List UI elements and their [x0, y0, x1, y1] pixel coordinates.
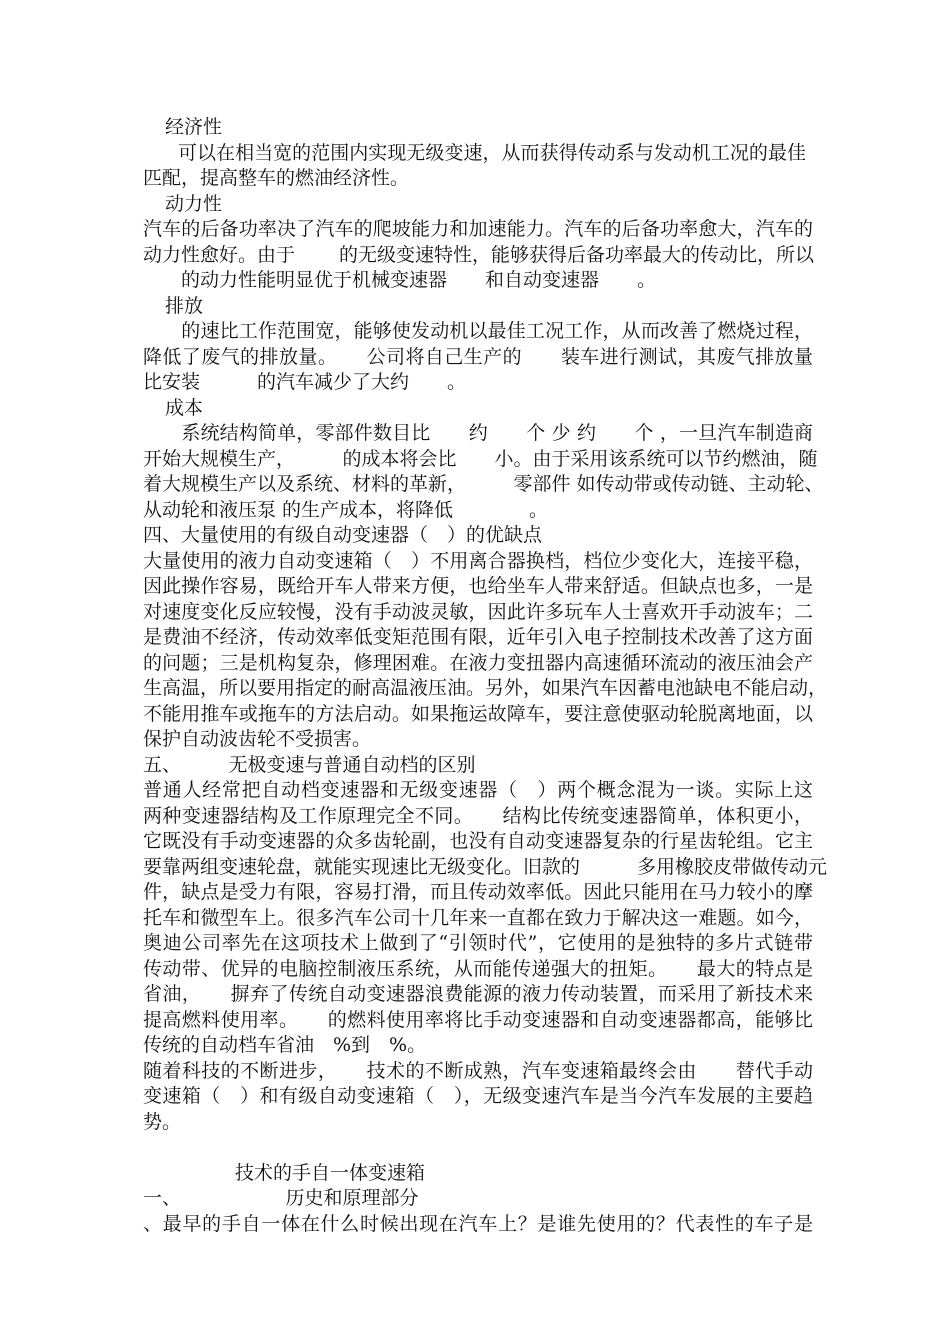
section-heading-1: 一、 历史和原理部分 [143, 1187, 419, 1209]
paragraph-line: 生高温，所以要用指定的耐高温液压油。另外，如果汽车因蓄电池缺电不能启动， [143, 677, 828, 699]
paragraph-line: 要靠两组变速轮盘，就能实现速比无级变化。旧款的 多用橡胶皮带做传动元 [143, 856, 828, 878]
paragraph-line: 、最早的手自一体在什么时候出现在汽车上？是谁先使用的？代表性的车子是 [143, 1213, 813, 1235]
paragraph-line: 大量使用的液力自动变速箱（ ）不用离合器换档，档位少变化大，连接平稳， [143, 550, 813, 572]
paragraph-line: 比安装 的汽车减少了大约 。 [143, 371, 467, 393]
paragraph-line: 匹配，提高整车的燃油经济性。 [143, 167, 410, 189]
paragraph-line: 传统的自动档车省油 %到 %。 [143, 1034, 427, 1056]
section-heading-5: 五、 无极变速与普通自动档的区别 [143, 754, 476, 776]
paragraph-line: 着大规模生产以及系统、材料的革新， 零部件 如传动带或传动链、主动轮、 [143, 473, 824, 495]
chapter-title: 技术的手自一体变速箱 [235, 1162, 426, 1184]
paragraph-line: 可以在相当宽的范围内实现无级变速，从而获得传动系与发动机工况的最佳 [178, 142, 806, 164]
paragraph-line: 的动力性能明显优于机械变速器 和自动变速器 。 [143, 269, 657, 291]
paragraph-line: 对速度变化反应较慢，没有手动波灵敏，因此许多玩车人士喜欢开手动波车；二 [143, 601, 813, 623]
paragraph-line: 开始大规模生产， 的成本将会比 小。由于采用该系统可以节约燃油，随 [143, 448, 818, 470]
paragraph-line: 从动轮和液压泵 的生产成本，将降低 。 [143, 499, 549, 521]
paragraph-line: 它既没有手动变速器的众多齿轮副，也没有自动变速器复杂的行星齿轮组。它主 [143, 830, 813, 852]
section-heading-4: 四、大量使用的有级自动变速器（ ）的优缺点 [143, 524, 543, 546]
paragraph-line: 的问题；三是机构复杂，修理困难。在液力变扭器内高速循环流动的液压油会产 [143, 652, 813, 674]
heading-cost: 成本 [165, 397, 204, 419]
heading-emission: 排放 [165, 295, 204, 317]
paragraph-line: 势。 [143, 1111, 182, 1133]
paragraph-line: 动力性愈好。由于 的无级变速特性，能够获得后备功率最大的传动比，所以 [143, 244, 815, 266]
heading-power: 动力性 [165, 193, 223, 215]
paragraph-line: 汽车的后备功率决了汽车的爬坡能力和加速能力。汽车的后备功率愈大，汽车的 [143, 218, 813, 240]
paragraph-line: 降低了废气的排放量。 公司将自己生产的 装车进行测试，其废气排放量 [143, 346, 813, 368]
paragraph-line: 提高燃料使用率。 的燃料使用率将比手动变速器和自动变速器都高，能够比 [143, 1009, 813, 1031]
paragraph-line: 系统结构简单，零部件数目比 约 个 少 约 个 ，一旦汽车制造商 [143, 422, 813, 444]
paragraph-line: 保护自动波齿轮不受损害。 [143, 728, 372, 750]
paragraph-line: 传动带、优异的电脑控制液压系统，从而能传递强大的扭矩。 最大的特点是 [143, 958, 813, 980]
paragraph-line: 托车和微型车上。很多汽车公司十几年来一直都在致力于解决这一难题。如今， [143, 907, 813, 929]
paragraph-line: 两种变速器结构及工作原理完全不同。 结构比传统变速器简单，体积更小， [143, 805, 813, 827]
paragraph-line: 因此操作容易，既给开车人带来方便，也给坐车人带来舒适。但缺点也多，一是 [143, 575, 813, 597]
paragraph-line: 变速箱（ ）和有级自动变速箱（ ），无级变速汽车是当今汽车发展的主要趋 [143, 1085, 813, 1107]
paragraph-line: 随着科技的不断进步， 技术的不断成熟，汽车变速箱最终会由 替代手动 [143, 1060, 813, 1082]
paragraph-line: 的速比工作范围宽，能够使发动机以最佳工况工作，从而改善了燃烧过程， [143, 320, 813, 342]
paragraph-line: 不能用推车或拖车的方法启动。如果拖运故障车，要注意使驱动轮脱离地面，以 [143, 703, 813, 725]
paragraph-line: 省油， 摒弃了传统自动变速器浪费能源的液力传动装置，而采用了新技术来 [143, 983, 813, 1005]
paragraph-line: 件，缺点是受力有限，容易打滑，而且传动效率低。因此只能用在马力较小的摩 [143, 881, 813, 903]
heading-economy: 经济性 [165, 116, 223, 138]
paragraph-line: 普通人经常把自动档变速器和无级变速器（ ）两个概念混为一谈。实际上这 [143, 779, 813, 801]
paragraph-line: 是费油不经济，传动效率低变矩范围有限，近年引入电子控制技术改善了这方面 [143, 626, 813, 648]
paragraph-line: 奥迪公司率先在这项技术上做到了“引领时代”，它使用的是独特的多片式链带 [143, 932, 813, 954]
